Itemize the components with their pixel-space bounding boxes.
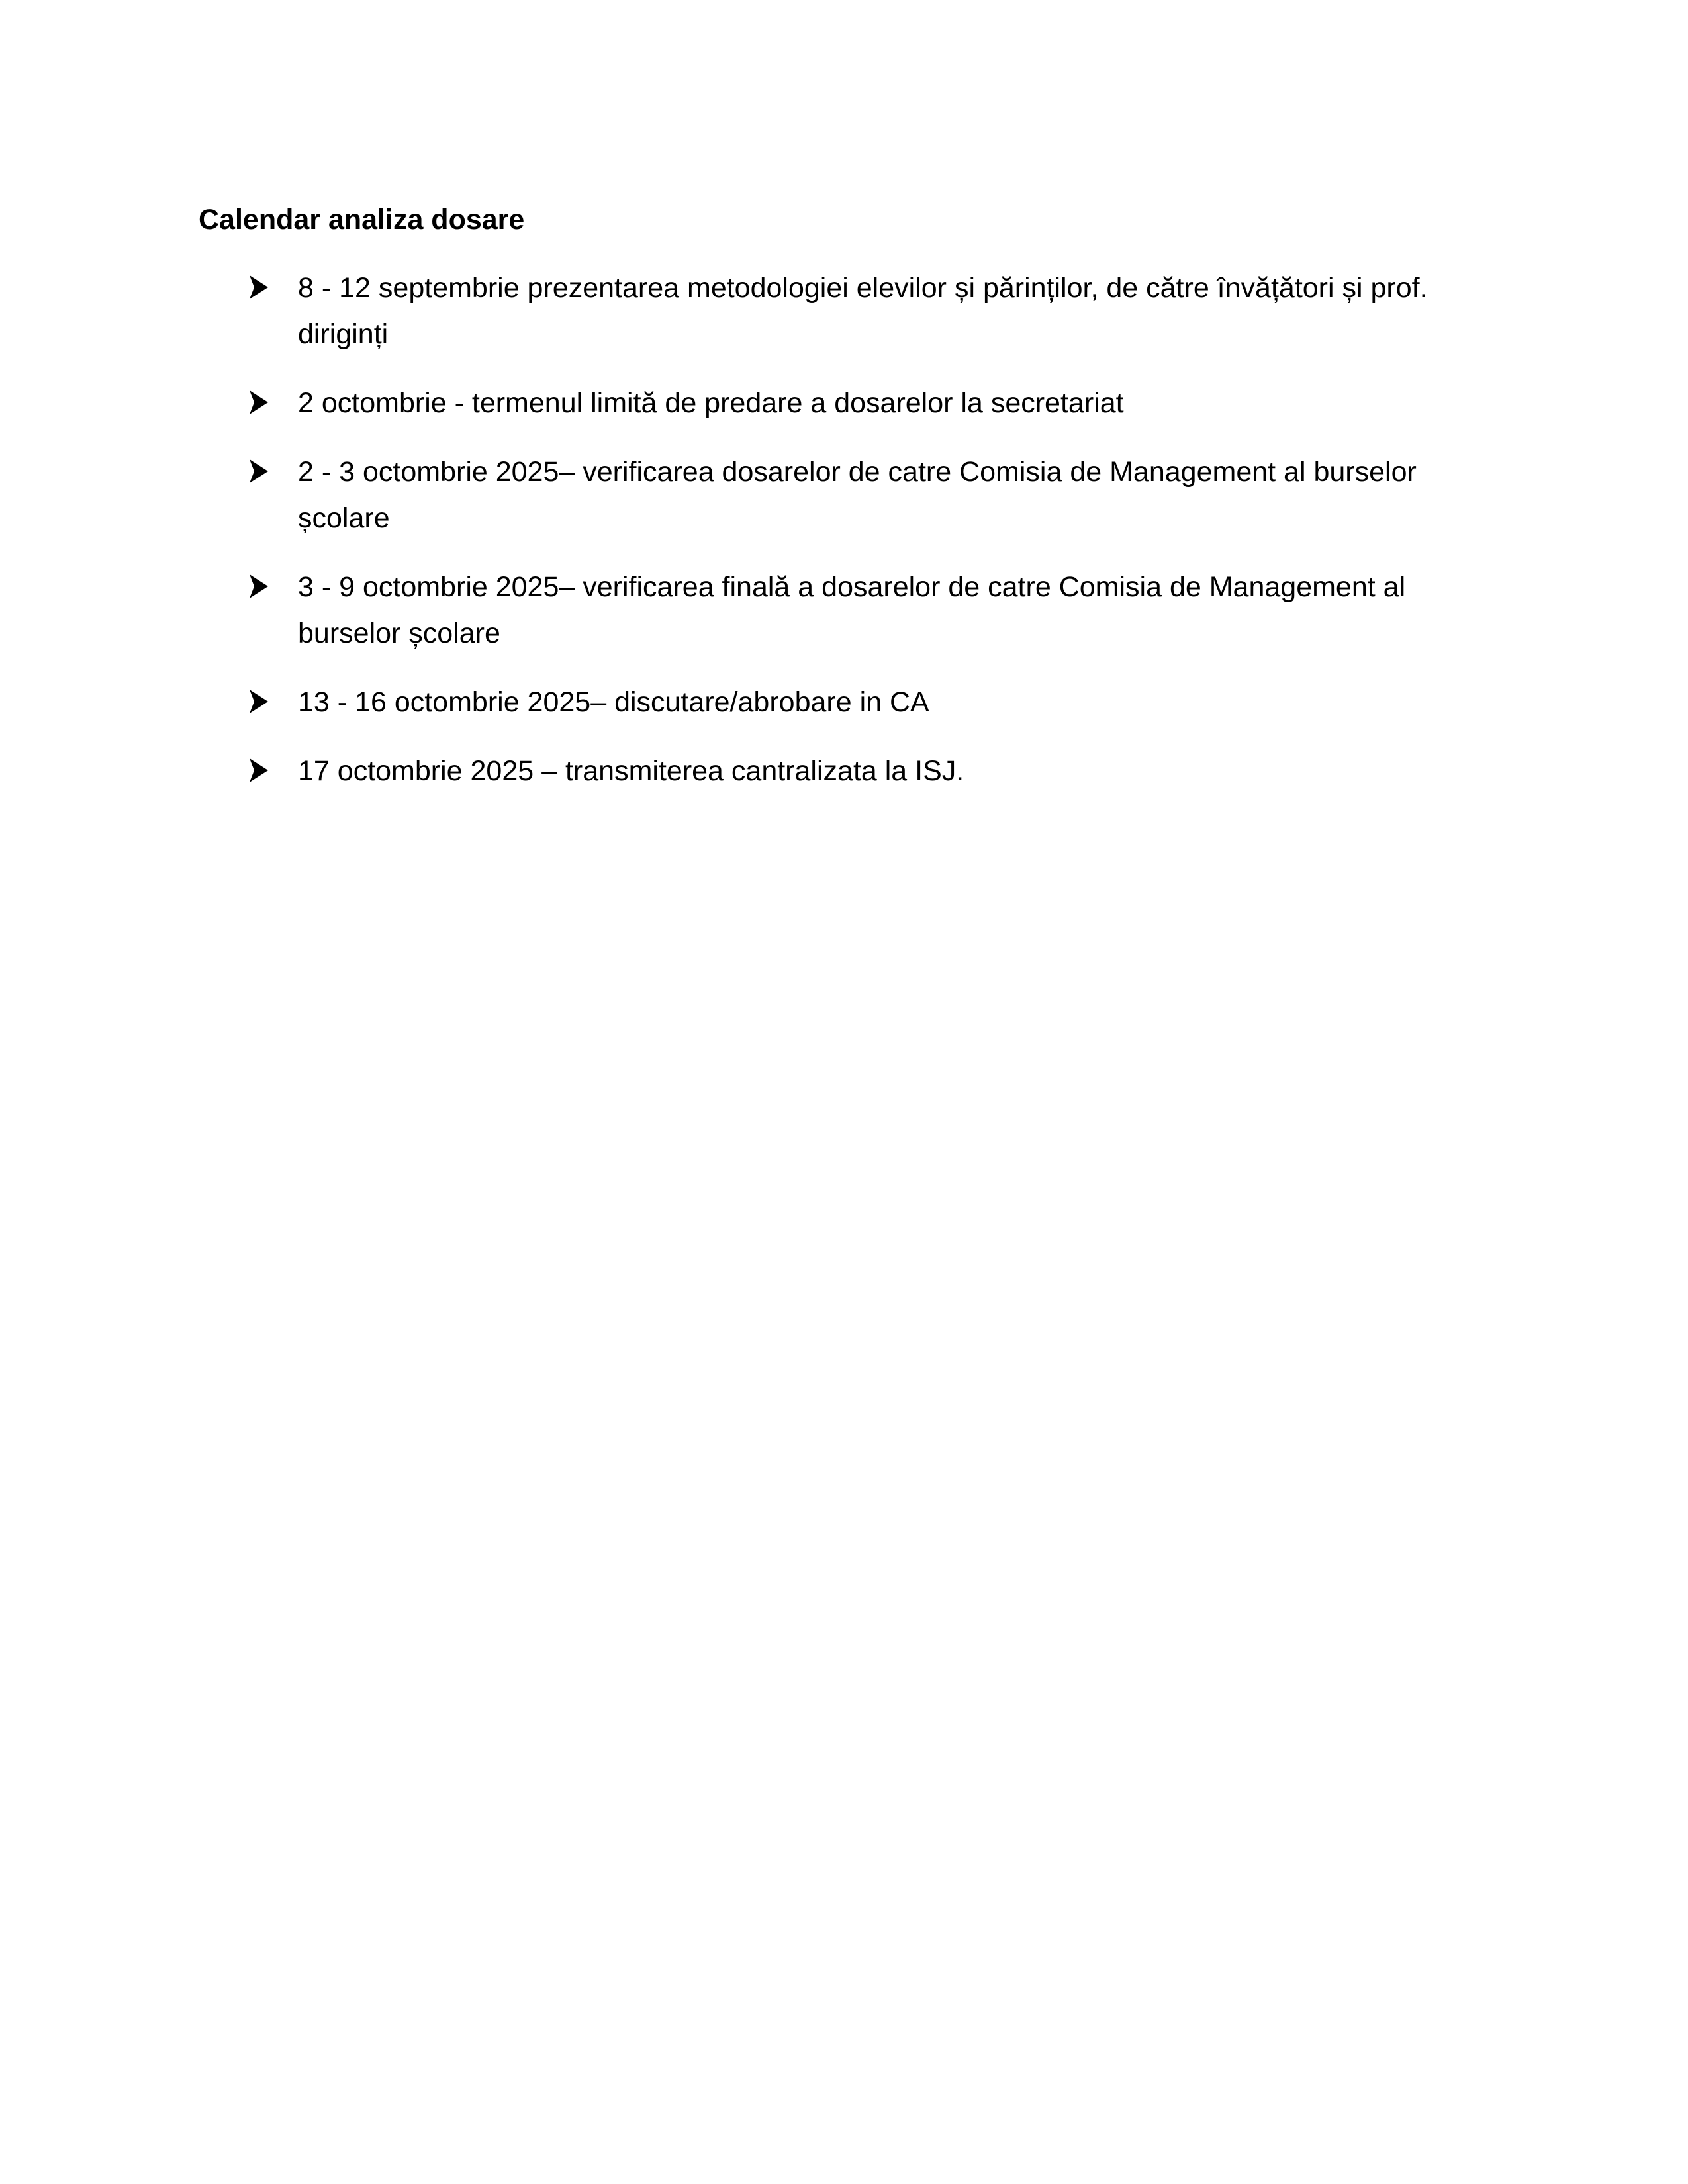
document-heading: Calendar analiza dosare [199, 204, 525, 236]
list-item [248, 748, 1506, 794]
arrowhead-bullet-icon [248, 573, 269, 600]
arrowhead-bullet-icon [248, 688, 269, 715]
list-item [248, 564, 1506, 657]
list-item [248, 265, 1506, 357]
list-item-text: 2 octombrie - termenul limită de predare a dosarelor la secretariat [298, 387, 1124, 419]
list-item-text: 3 - 9 octombrie 2025– verificarea finală a dosarelor de catre Comisia de Management al burselor școlare [298, 571, 1406, 649]
arrowhead-bullet-icon [248, 274, 269, 300]
calendar-list [248, 265, 1506, 817]
arrowhead-bullet-icon [248, 458, 269, 484]
arrowhead-bullet-icon [248, 389, 269, 416]
list-item-text: 8 - 12 septembrie prezentarea metodologiei elevilor și părinților, de către învățători și prof. diriginți [298, 272, 1428, 350]
arrowhead-bullet-icon [248, 757, 269, 784]
list-item-text: 17 octombrie 2025 – transmiterea cantralizata la ISJ. [298, 755, 964, 787]
list-item [248, 449, 1506, 541]
list-item [248, 679, 1506, 725]
list-item-text: 13 - 16 octombrie 2025– discutare/abrobare in CA [298, 686, 929, 718]
list-item-text: 2 - 3 octombrie 2025– verificarea dosarelor de catre Comisia de Management al burselor școlare [298, 456, 1417, 534]
list-item [248, 380, 1506, 426]
